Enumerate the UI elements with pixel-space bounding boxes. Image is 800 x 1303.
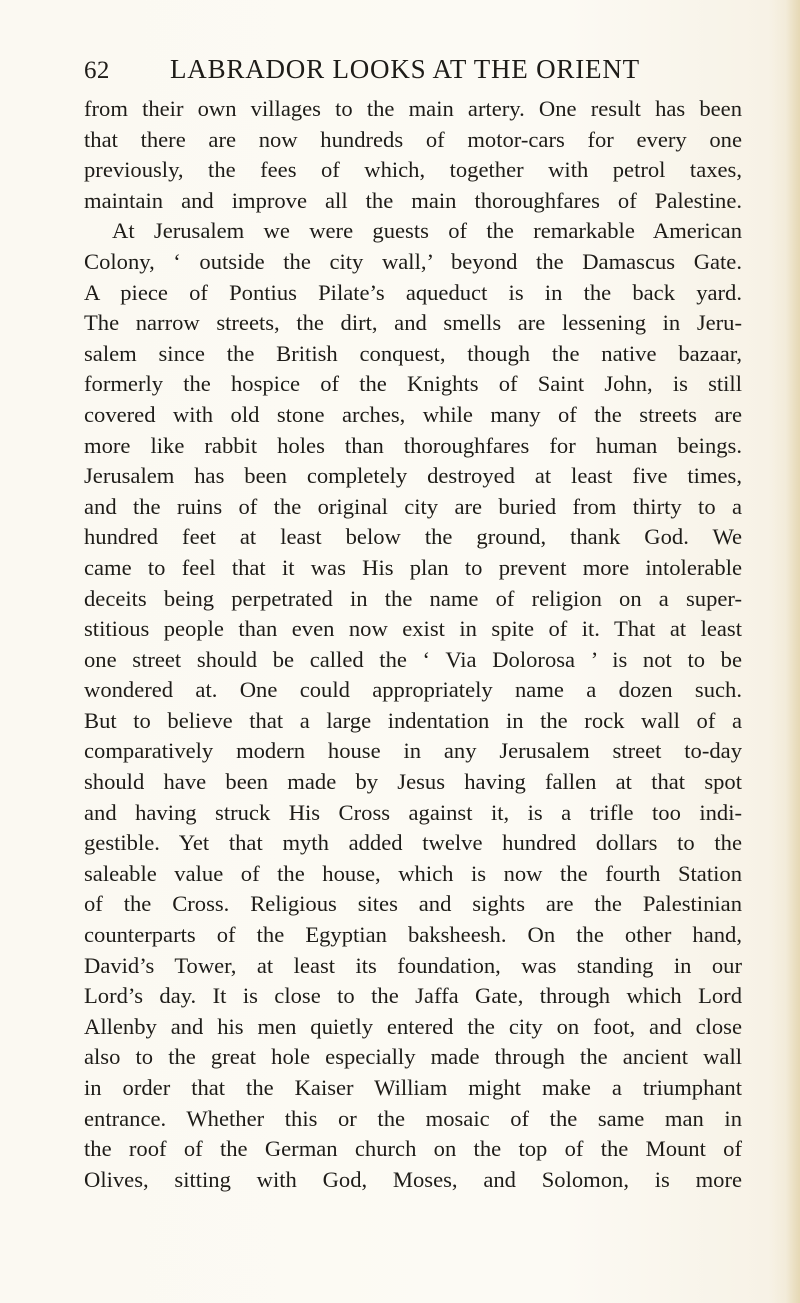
text-line: the roof of the German church on the top of the Mount of [84, 1136, 742, 1162]
text-line: hundred feet at least below the ground, thank God. We [84, 524, 742, 550]
text-line: The narrow streets, the dirt, and smells are lessening in Jeru- [84, 310, 742, 336]
text-line: Allenby and his men quietly entered the city on foot, and close [84, 1013, 742, 1039]
text-line: and the ruins of the original city are buried from thirty to a [84, 493, 742, 519]
text-line: more like rabbit holes than thoroughfares for human beings. [84, 432, 742, 458]
text-line: one street should be called the ‘ Via Dolorosa ’ is not to be [84, 646, 742, 672]
text-line: gestible. Yet that myth added twelve hundred dollars to the [84, 830, 742, 856]
text-line: Lord’s day. It is close to the Jaffa Gate, through which Lord [84, 983, 742, 1009]
text-line: Olives, sitting with God, Moses, and Solomon, is more [84, 1166, 742, 1192]
text-line: of the Cross. Religious sites and sights are the Palestinian [84, 891, 742, 917]
text-line: that there are now hundreds of motor-cars for every one [84, 126, 742, 152]
text-line: David’s Tower, at least its foundation, was standing in our [84, 952, 742, 978]
text-line: in order that the Kaiser William might make a triumphant [84, 1075, 742, 1100]
text-line: previously, the fees of which, together with petrol taxes, [84, 157, 742, 183]
text-line: deceits being perpetrated in the name of religion on a super- [84, 585, 742, 611]
text-line: maintain and improve all the main thoroughfares of Palestine. [84, 187, 742, 213]
text-line: should have been made by Jesus having fallen at that spot [84, 769, 742, 795]
body-text [84, 94, 742, 1195]
text-line: entrance. Whether this or the mosaic of the same man in [84, 1105, 742, 1131]
text-line: also to the great hole especially made through the ancient wall [84, 1044, 742, 1070]
text-line: and having struck His Cross against it, is a trifle too indi- [84, 799, 742, 825]
text-line: comparatively modern house in any Jerusalem street to-day [84, 738, 742, 764]
text-line: came to feel that it was His plan to prevent more intolerable [84, 554, 742, 580]
text-line: Colony, ‘ outside the city wall,’ beyond the Damascus Gate. [84, 248, 742, 274]
text-line: saleable value of the house, which is now the fourth Station [84, 860, 742, 886]
text-line: A piece of Pontius Pilate’s aqueduct is in the back yard. [84, 279, 742, 305]
text-line: wondered at. One could appropriately name a dozen such. [84, 677, 742, 703]
text-line: salem since the British conquest, though the native bazaar, [84, 340, 742, 366]
text-line: formerly the hospice of the Knights of Saint John, is still [84, 371, 742, 397]
text-line: counterparts of the Egyptian baksheesh. On the other hand, [84, 922, 742, 948]
text-line: But to believe that a large indentation in the rock wall of a [84, 707, 742, 733]
page-number: 62 [84, 57, 110, 84]
running-title: LABRADOR LOOKS AT THE ORIENT [170, 54, 640, 84]
page-edge-shadow [786, 0, 800, 1303]
running-head [84, 54, 744, 90]
text-line: covered with old stone arches, while many of the streets are [84, 401, 742, 427]
text-line: At Jerusalem we were guests of the remarkable American [112, 218, 742, 244]
text-line: Jerusalem has been completely destroyed at least five times, [84, 463, 742, 489]
text-line: stitious people than even now exist in spite of it. That at least [84, 616, 742, 642]
text-line: from their own villages to the main artery. One result has been [84, 96, 742, 121]
